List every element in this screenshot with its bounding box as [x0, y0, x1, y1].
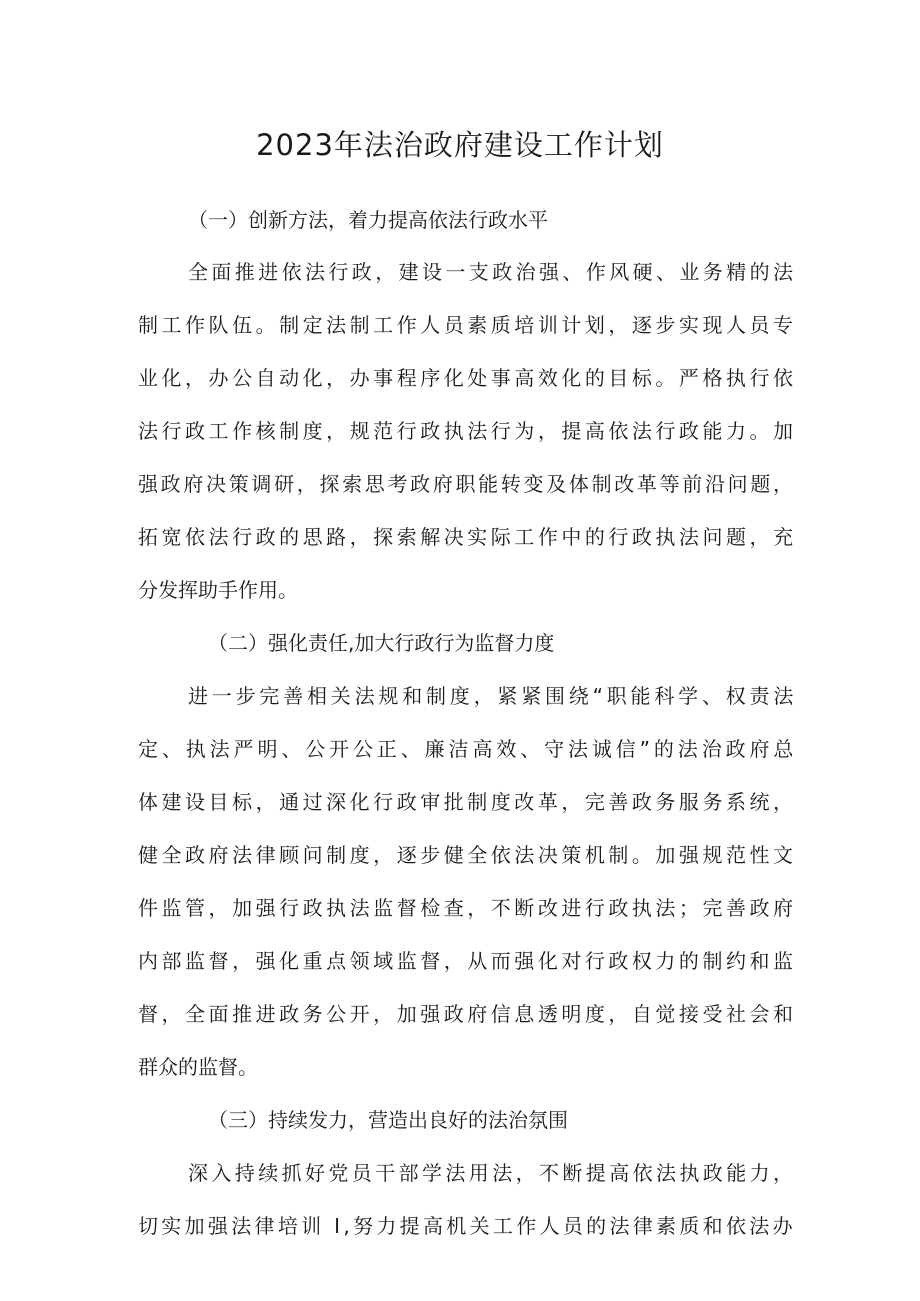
- paragraph-line: 内部监督，强化重点领域监督，从而强化对行政权力的制约和监: [138, 949, 797, 973]
- paragraph-line: 定、执法严明、公开公正、廉洁高效、守法诚信”的法治政府总: [138, 737, 798, 761]
- paragraph-line: 强政府决策调研，探索思考政府职能转变及体制改革等前沿问题，: [138, 472, 796, 496]
- paragraph-line: 业化，办公自动化，办事程序化处事高效化的目标。严格执行依: [138, 366, 797, 390]
- paragraph-line: 制工作队伍。制定法制工作人员素质培训计划，逐步实现人员专: [138, 313, 797, 337]
- paragraph-line: 分发挥助手作用。: [138, 578, 298, 602]
- paragraph-line: 督，全面推进政务公开，加强政府信息透明度，自觉接受社会和: [138, 1002, 797, 1026]
- document-title: 2023年法治政府建设工作计划: [256, 128, 664, 162]
- paragraph-line: 法行政工作核制度，规范行政执法行为，提高依法行政能力。加: [138, 419, 797, 443]
- section-heading-1: （一）创新方法，着力提高依法行政水平: [188, 208, 548, 232]
- paragraph-line: 切实加强法律培训 I,努力提高机关工作人员的法律素质和依法办: [138, 1214, 796, 1238]
- section-heading-3: （三）持续发力，营造出良好的法治氛围: [208, 1108, 568, 1132]
- paragraph-line: 健全政府法律顾问制度，逐步健全依法决策机制。加强规范性文: [138, 843, 797, 867]
- paragraph-line: 拓宽依法行政的思路，探索解决实际工作中的行政执法问题，充: [138, 525, 797, 549]
- paragraph-line: 件监管，加强行政执法监督检查，不断改进行政执法；完善政府: [138, 896, 797, 920]
- paragraph-line: 深入持续抓好党员干部学法用法，不断提高依法执政能力，: [188, 1161, 797, 1185]
- paragraph-line: 体建设目标，通过深化行政审批制度改革，完善政务服务系统，: [138, 790, 797, 814]
- paragraph-line: 进一步完善相关法规和制度，紧紧围绕“职能科学、权责法: [188, 684, 798, 708]
- paragraph-line: 群众的监督。: [138, 1055, 258, 1079]
- section-heading-2: （二）强化责任,加大行政行为监督力度: [208, 631, 555, 655]
- paragraph-line: 全面推进依法行政，建设一支政治强、作风硬、业务精的法: [188, 260, 797, 284]
